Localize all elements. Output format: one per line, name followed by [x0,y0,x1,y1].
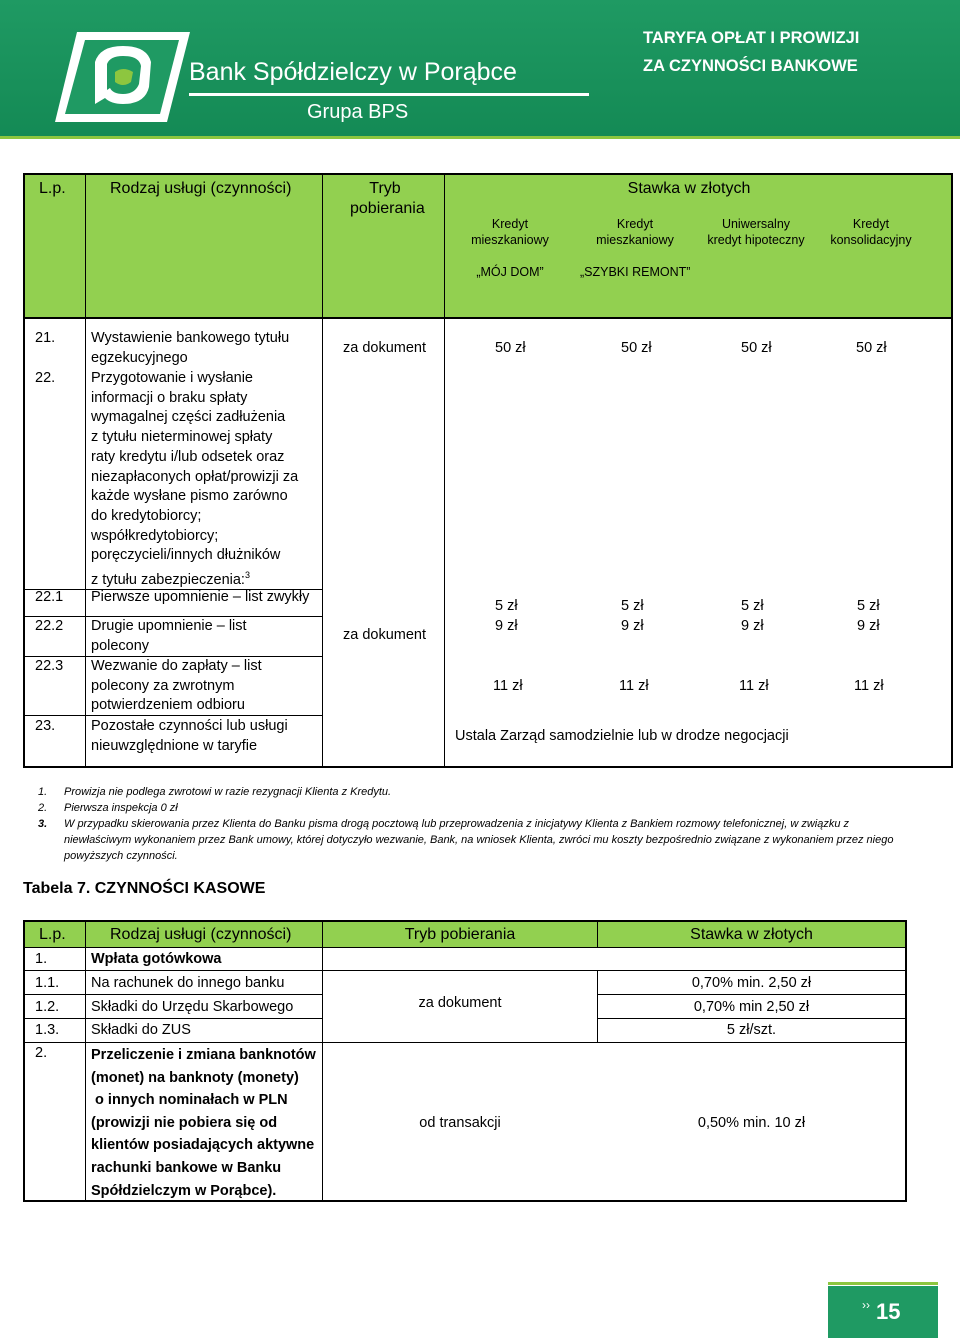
document-title-line1: TARYFA OPŁAT I PROWIZJI [643,29,860,47]
row-23-service: Pozostałe czynności lub usługi nieuwzględnione w taryfie [91,718,288,754]
col-lp: L.p. [39,180,66,197]
col-product-1: Kredyt mieszkaniowy [471,217,549,247]
row-22-3-value-4: 11 zł [854,678,884,694]
row-23-num: 23. [35,718,56,734]
table-7-title: Tabela 7. CZYNNOŚCI KASOWE [23,880,266,897]
row-22-3-value-1: 11 zł [493,678,523,694]
row-22-mode: za dokument [343,627,427,643]
col-service: Rodzaj usługi (czynności) [110,180,292,197]
page-number-accent [828,1282,938,1285]
row-22-3-value-3: 11 zł [739,678,769,694]
cash-row-1-2-num: 1.2. [35,999,60,1015]
cash-row-1-3-num: 1.3. [35,1022,60,1038]
row-22-1-value-1: 5 zł [495,598,518,614]
cash-row-2-mode: od transakcji [419,1115,501,1131]
cash-row-2-num: 2. [35,1045,48,1061]
row-22-2-service: Drugie upomnienie – list polecony [91,618,247,654]
col-product-1-name: „MÓJ DOM” [476,265,544,279]
row-22-3-num: 22.3 [35,658,64,674]
footnotes [38,784,918,864]
row-21-mode: za dokument [343,340,427,356]
cash-row-1-2-service: Składki do Urzędu Skarbowego [91,999,294,1015]
cash-row-1-num: 1. [35,951,48,967]
cash-operations-table [23,920,907,1202]
row-21-value-2: 50 zł [621,340,652,356]
cash-col-rate: Stawka w złotych [690,926,813,943]
row-21-value-3: 50 zł [741,340,772,356]
row-22-service: Przygotowanie i wysłanie informacji o braku spłaty wymagalnej części zadłużenia z tytułu nieterminowej spłaty raty kredytu i/lub odsetek oraz niezapłaconych opłat/prowizji za każde wysłane pismo zarówno do kredytobiorcy; współkredytobiorcy; poręczycieli/innych dłużników z tytułu zabezpieczenia:$^3$ [91,370,299,588]
footnote-2: 2. Pierwsza inspekcja 0 zł [38,802,178,814]
col-product-3: Uniwersalny kredyt hipoteczny [707,217,805,247]
row-22-2-value-3: 9 zł [741,618,764,634]
bank-logo [55,32,190,122]
row-23-value: Ustala Zarząd samodzielnie lub w drodze negocjacji [455,728,789,744]
cash-col-mode: Tryb pobierania [404,926,516,943]
footnote-1: 1. Prowizja nie podlega zwrotowi w razie rezygnacji Klienta z Kredytu. [38,786,392,798]
page-number-box [828,1286,938,1338]
col-product-2: Kredyt mieszkaniowy [596,217,674,247]
row-22-1-service: Pierwsze upomnienie – list zwykły [91,589,310,605]
cash-row-1-3-service: Składki do ZUS [91,1022,191,1038]
col-mode: Tryb pobierania [350,180,425,217]
cash-row-1-1-service: Na rachunek do innego banku [91,975,285,991]
bank-name: Bank Spółdzielczy w Porąbce [189,58,517,86]
row-22-2-value-2: 9 zł [621,618,644,634]
cash-row-1-3-rate: 5 zł/szt. [726,1022,777,1038]
document-title-line2: ZA CZYNNOŚCI BANKOWE [643,57,858,75]
row-22-1-num: 22.1 [35,589,64,605]
cash-row-1-mode: za dokument [418,995,502,1011]
row-21-service: Wystawienie bankowego tytułu egzekucyjnego [91,330,290,366]
row-22-1-value-3: 5 zł [741,598,764,614]
page-number: 15 [876,1299,901,1324]
col-product-2-name: „SZYBKI REMONT” [580,265,691,279]
row-22-2-value-4: 9 zł [857,618,880,634]
cash-row-1-1-num: 1.1. [35,975,60,991]
row-22-num: 22. [35,370,56,386]
row-22-2-num: 22.2 [35,618,64,634]
cash-row-1-1-rate: 0,70% min. 2,50 zł [691,975,812,991]
row-21-value-1: 50 zł [495,340,526,356]
row-22-3-value-2: 11 zł [619,678,649,694]
page-header [0,0,960,139]
cash-row-1-service: Wpłata gotówkowa [91,951,222,967]
row-21-num: 21. [35,330,56,346]
cash-col-service: Rodzaj usługi (czynności) [110,926,292,943]
bank-group: Grupa BPS [307,101,409,123]
document-title [643,24,859,80]
cash-row-2-service: Przeliczenie i zmiana banknotów (monet) na banknoty (monety) o innych nominałach w PLN (prowizji nie pobiera się od klientów posiadających aktywne rachunki bankowe w Banku Spółdzielczym w Porąbce). [91,1047,316,1199]
page-chevron-icon: ›› [862,1298,870,1312]
row-22-3-service: Wezwanie do zapłaty – list polecony za zwrotnym potwierdzeniem odbioru [91,658,262,714]
cash-col-lp: L.p. [39,926,66,943]
col-product-4: Kredyt konsolidacyjny [830,217,912,247]
cash-row-1-2-rate: 0,70% min 2,50 zł [693,999,810,1015]
fee-table-header [23,173,953,319]
row-22-1-value-4: 5 zł [857,598,880,614]
row-22-1-value-2: 5 zł [621,598,644,614]
row-22-2-value-1: 9 zł [495,618,518,634]
row-21-value-4: 50 zł [856,340,887,356]
col-rate: Stawka w złotych [627,180,751,197]
fee-table-body [23,319,953,768]
cash-row-2-rate: 0,50% min. 10 zł [697,1115,806,1131]
header-divider [189,93,589,96]
footnote-3: 3. W przypadku skierowania przez Klienta do Banku pisma drogą pocztową lub przeprowadzenia z inicjatywy Klienta z Bankiem rozmowy telefonicznej, w związku z niewłaściwym wykonaniem przez Bank umowy, której dotyczyło wezwanie, Bank, na wniosek Klienta, zwróci mu koszty bezpośrednio związane z wykonaniem przez niego powyższych czynności. [38,818,894,862]
